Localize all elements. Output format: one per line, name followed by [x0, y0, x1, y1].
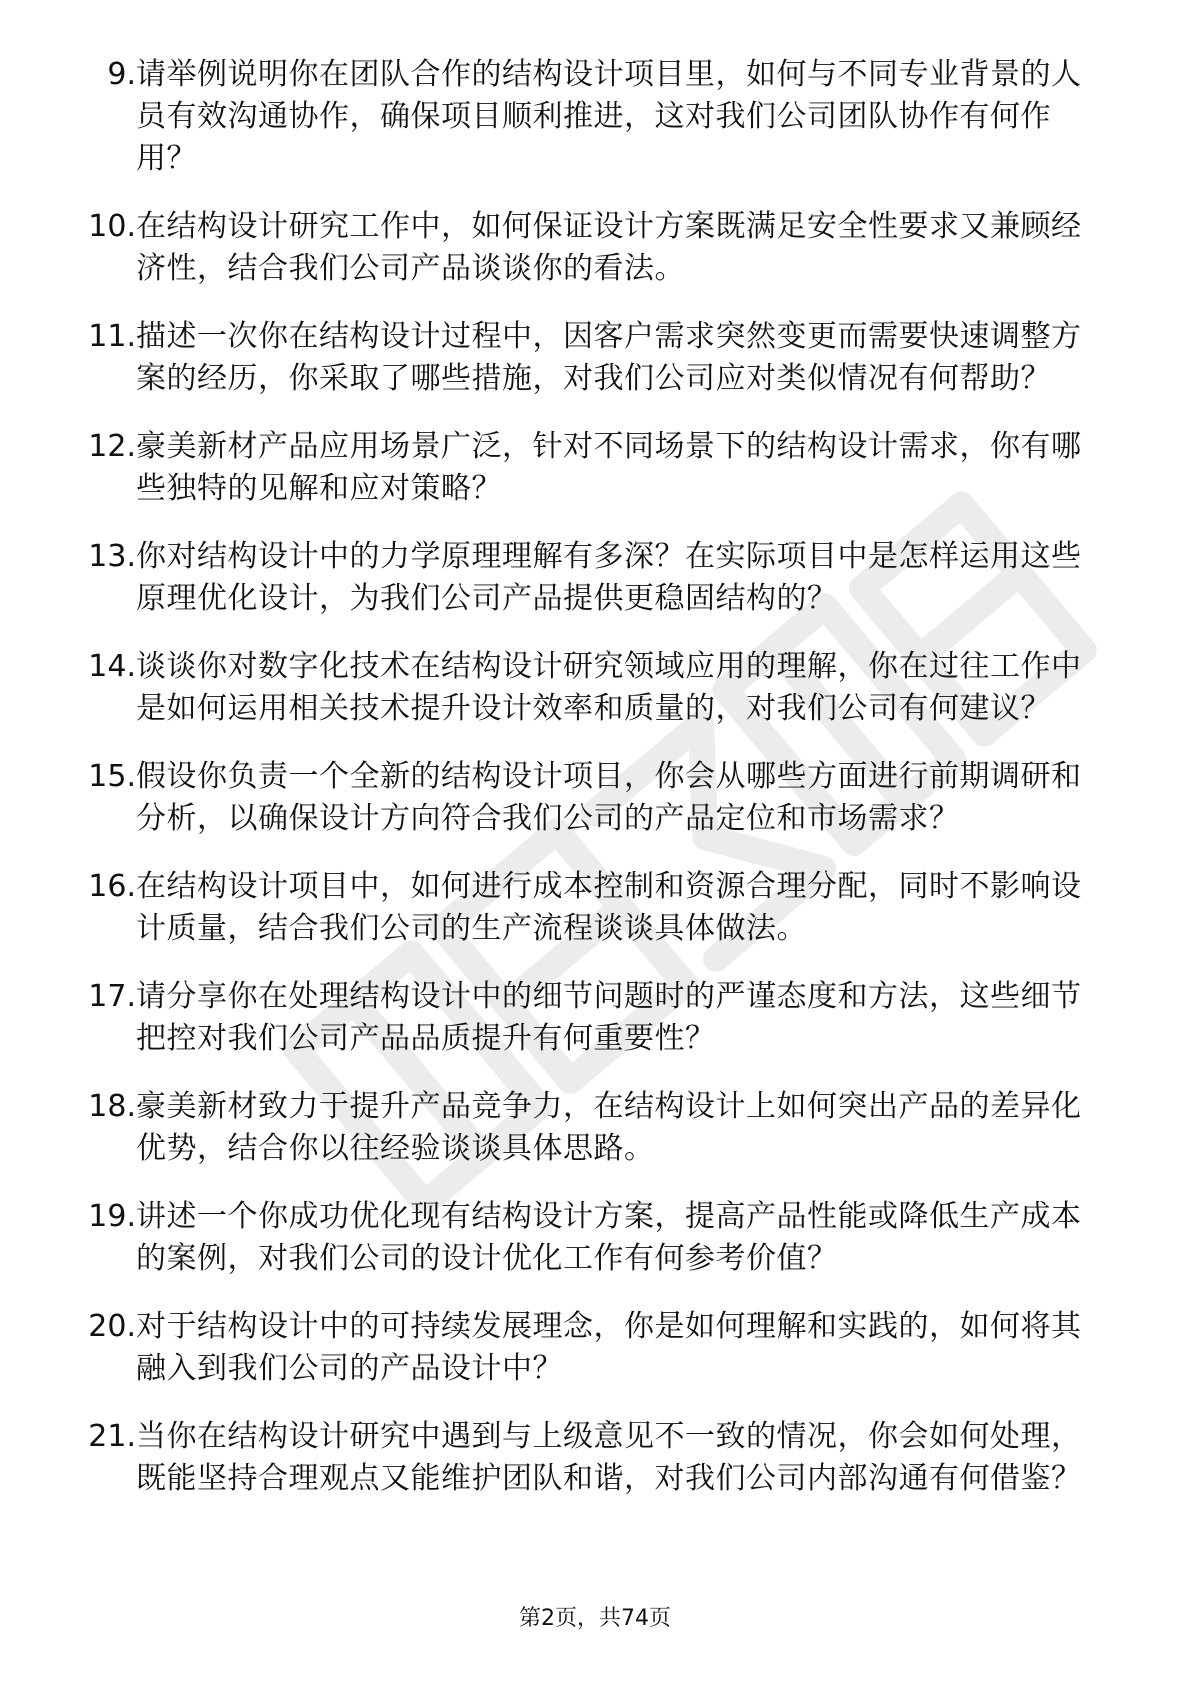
question-item [0, 206, 1190, 290]
question-item [0, 1086, 1190, 1170]
question-item [0, 316, 1190, 400]
question-number: 10. [88, 209, 136, 244]
question-item [0, 866, 1190, 950]
question-number: 21. [88, 1419, 136, 1454]
question-text: 在结构设计项目中，如何进行成本控制和资源合理分配，同时不影响设计质量，结合我们公司的生产流程谈谈具体做法。 [136, 869, 1082, 946]
question-text: 当你在结构设计研究中遇到与上级意见不一致的情况，你会如何处理，既能坚持合理观点又能维护团队和谐，对我们公司内部沟通有何借鉴？ [136, 1419, 1082, 1496]
question-text: 豪美新材产品应用场景广泛，针对不同场景下的结构设计需求，你有哪些独特的见解和应对策略？ [136, 429, 1082, 506]
question-text: 在结构设计研究工作中，如何保证设计方案既满足安全性要求又兼顾经济性，结合我们公司产品谈谈你的看法。 [136, 209, 1082, 286]
question-number: 12. [88, 429, 136, 464]
question-number: 11. [88, 319, 136, 354]
question-item [0, 976, 1190, 1060]
question-number: 14. [88, 649, 136, 684]
question-text: 描述一次你在结构设计过程中，因客户需求突然变更而需要快速调整方案的经历，你采取了哪些措施，对我们公司应对类似情况有何帮助？ [136, 319, 1082, 396]
question-item [0, 54, 1190, 180]
question-number: 20. [88, 1309, 136, 1344]
question-item [0, 1196, 1190, 1280]
question-text: 你对结构设计中的力学原理理解有多深？在实际项目中是怎样运用这些原理优化设计，为我们公司产品提供更稳固结构的？ [136, 539, 1082, 616]
question-item [0, 1306, 1190, 1390]
question-number: 15. [88, 759, 136, 794]
question-list [0, 54, 1190, 1526]
question-number: 19. [88, 1199, 136, 1234]
question-number: 17. [88, 979, 136, 1014]
question-number: 13. [88, 539, 136, 574]
question-item [0, 536, 1190, 620]
question-item [0, 426, 1190, 510]
question-number: 16. [88, 869, 136, 904]
question-text: 请举例说明你在团队合作的结构设计项目里，如何与不同专业背景的人员有效沟通协作，确保项目顺利推进，这对我们公司团队协作有何作用？ [136, 57, 1082, 176]
question-item [0, 1416, 1190, 1500]
question-text: 假设你负责一个全新的结构设计项目，你会从哪些方面进行前期调研和分析，以确保设计方向符合我们公司的产品定位和市场需求？ [136, 759, 1082, 836]
question-text: 请分享你在处理结构设计中的细节问题时的严谨态度和方法，这些细节把控对我们公司产品品质提升有何重要性？ [136, 979, 1082, 1056]
question-text: 谈谈你对数字化技术在结构设计研究领域应用的理解，你在过往工作中是如何运用相关技术提升设计效率和质量的，对我们公司有何建议？ [136, 649, 1082, 726]
question-item [0, 756, 1190, 840]
question-number: 9. [107, 57, 136, 92]
question-text: 对于结构设计中的可持续发展理念，你是如何理解和实践的，如何将其融入到我们公司的产品设计中？ [136, 1309, 1082, 1386]
page-footer: 第2页，共74页 [519, 1606, 671, 1631]
question-text: 豪美新材致力于提升产品竞争力，在结构设计上如何突出产品的差异化优势，结合你以往经验谈谈具体思路。 [136, 1089, 1082, 1166]
question-text: 讲述一个你成功优化现有结构设计方案，提高产品性能或降低生产成本的案例，对我们公司的设计优化工作有何参考价值？ [136, 1199, 1082, 1276]
question-item [0, 646, 1190, 730]
question-number: 18. [88, 1089, 136, 1124]
